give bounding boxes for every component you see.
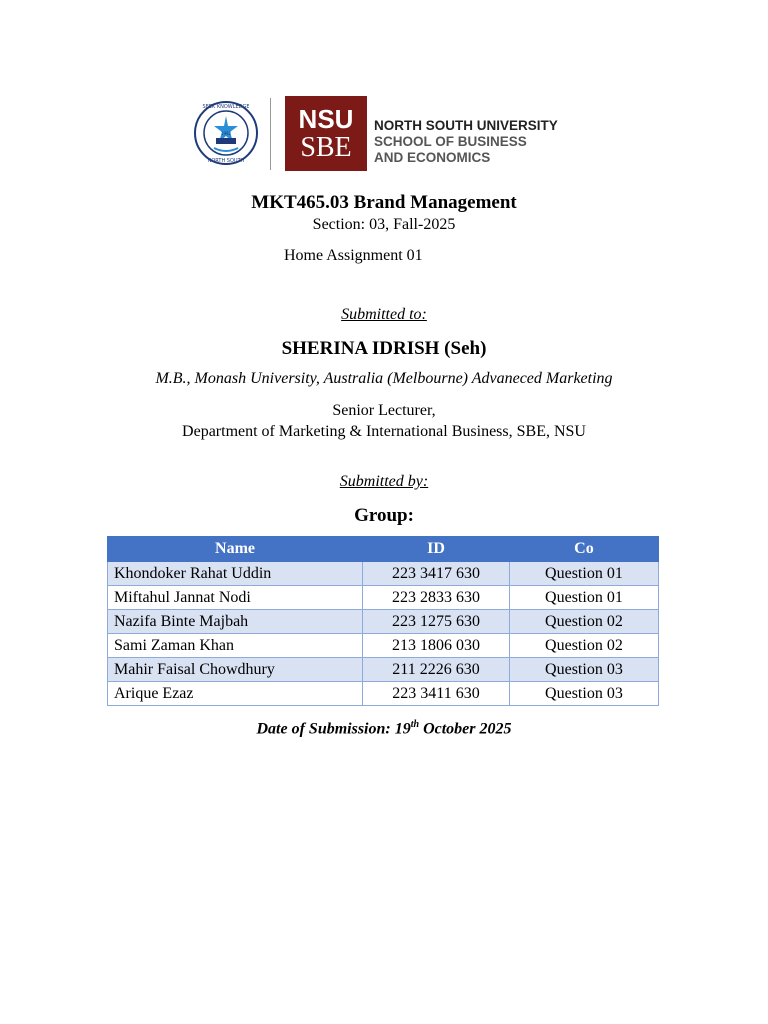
- submitted-by-label: Submitted by:: [339, 473, 429, 490]
- nsu-sbe-logo: [285, 96, 367, 171]
- member-id: 223 1275 630: [363, 610, 510, 634]
- assignment-title: Home Assignment 01: [284, 247, 423, 264]
- header-id: ID: [363, 537, 510, 562]
- seal-year-text: 1992: [220, 131, 232, 136]
- member-name: Arique Ezaz: [108, 682, 363, 706]
- table-row: [108, 610, 659, 634]
- member-name: Miftahul Jannat Nodi: [108, 586, 363, 610]
- member-id: 223 3411 630: [363, 682, 510, 706]
- university-name-block: [374, 118, 558, 166]
- school-name-line1: SCHOOL OF BUSINESS: [374, 134, 527, 149]
- instructor-position: Senior Lecturer,: [332, 402, 436, 419]
- member-name: Mahir Faisal Chowdhury: [108, 658, 363, 682]
- member-question: Question 02: [509, 634, 658, 658]
- seal-name-text: NORTH SOUTH: [207, 158, 245, 164]
- logo-nsu-text: NSU: [298, 103, 354, 134]
- member-question: Question 02: [509, 610, 658, 634]
- instructor-degree: M.B., Monash University, Australia (Melbourne) Advaneced Marketing: [155, 370, 613, 387]
- table-row: [108, 682, 659, 706]
- submission-date-prefix: Date of Submission: 19: [256, 720, 411, 738]
- table-header-row: [108, 537, 659, 562]
- member-name: Nazifa Binte Majbah: [108, 610, 363, 634]
- seal-motto-text: SEEK KNOWLEDGE: [202, 104, 250, 110]
- university-name: NORTH SOUTH UNIVERSITY: [374, 118, 558, 133]
- header-logos: [194, 96, 574, 172]
- member-name: Khondoker Rahat Uddin: [108, 562, 363, 586]
- school-name-line2: AND ECONOMICS: [374, 150, 491, 165]
- member-id: 223 2833 630: [363, 586, 510, 610]
- member-name: Sami Zaman Khan: [108, 634, 363, 658]
- course-section: Section: 03, Fall-2025: [312, 216, 456, 233]
- member-id: 223 3417 630: [363, 562, 510, 586]
- instructor-name: SHERINA IDRISH (Seh): [281, 338, 487, 359]
- table-row: [108, 658, 659, 682]
- header-co: Co: [509, 537, 658, 562]
- table-row: [108, 634, 659, 658]
- submission-date-month-year: October 2025: [419, 720, 512, 738]
- instructor-department: Department of Marketing & International Business, SBE, NSU: [182, 423, 586, 440]
- member-id: 211 2226 630: [363, 658, 510, 682]
- member-question: Question 03: [509, 682, 658, 706]
- table-row: [108, 586, 659, 610]
- university-seal-icon: [194, 98, 258, 168]
- member-id: 213 1806 030: [363, 634, 510, 658]
- submission-date-suffix-ordinal: th: [410, 719, 420, 730]
- group-members-table: [107, 536, 659, 706]
- submitted-to-label: Submitted to:: [341, 306, 427, 323]
- logo-divider: [270, 98, 271, 170]
- member-question: Question 03: [509, 658, 658, 682]
- member-question: Question 01: [509, 586, 658, 610]
- logo-sbe-text: SBE: [300, 131, 352, 163]
- course-title: MKT465.03 Brand Management: [251, 192, 517, 213]
- submission-date: [0, 719, 768, 738]
- group-label: Group:: [354, 505, 414, 526]
- header-name: Name: [108, 537, 363, 562]
- table-row: [108, 562, 659, 586]
- member-question: Question 01: [509, 562, 658, 586]
